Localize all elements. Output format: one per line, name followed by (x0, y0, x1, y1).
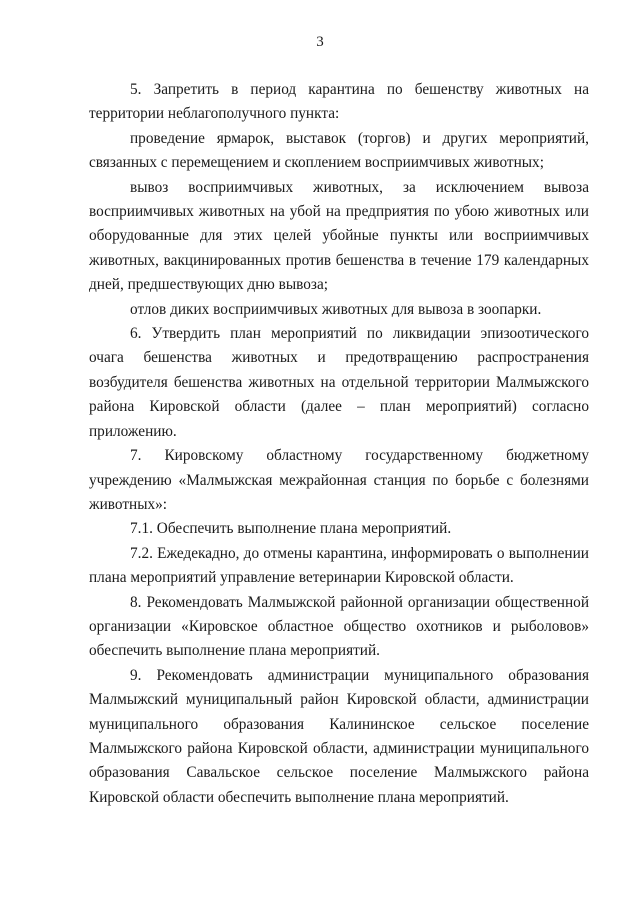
paragraph-6: 6. Утвердить план мероприятий по ликвидации эпизоотического очага бешенства животных и предотвращению распространения возбудителя бешенства животных на отдельной территории Малмыжского района Кировской области (далее – план мероприятий) согласно приложению. (89, 325, 589, 440)
document-body (89, 78, 589, 810)
paragraph-9: 9. Рекомендовать администрации муниципального образования Малмыжский муниципальный район Кировской области, администрации муниципального образования Калининское сельское поселение Малмыжского района Кировской области, администрации муниципального образования Савальское сельское поселение Малмыжского района Кировской области обеспечить выполнение плана мероприятий. (89, 666, 589, 806)
paragraph-7-2: 7.2. Ежедекадно, до отмены карантина, информировать о выполнении плана мероприятий управление ветеринарии Кировской области. (89, 544, 589, 587)
paragraph-5-item-capture: отлов диких восприимчивых животных для вывоза в зоопарки. (130, 300, 542, 318)
paragraph-5-item-export: вывоз восприимчивых животных, за исключением вывоза восприимчивых животных на убой на предприятия по убою животных или оборудованные для этих целей убойные пункты или восприимчивых животных, вакцинированных против бешенства в течение 179 календарных дней, предшествующих дню вывоза; (89, 178, 589, 294)
paragraph-8: 8. Рекомендовать Малмыжской районной организации общественной организации «Кировское областное общество охотников и рыболовов» обеспечить выполнение плана мероприятий. (89, 593, 589, 660)
paragraph-5-item-fairs: проведение ярмарок, выставок (торгов) и других мероприятий, связанных с перемещением и скоплением восприимчивых животных; (89, 129, 589, 172)
paragraph-7-1: 7.1. Обеспечить выполнение плана мероприятий. (130, 520, 452, 538)
paragraph-5: 5. Запретить в период карантина по бешенству животных на территории неблагополучного пункта: (89, 81, 589, 123)
paragraph-7: 7. Кировскому областному государственному бюджетному учреждению «Малмыжская межрайонная станция по борьбе с болезнями животных»: (89, 447, 589, 513)
page-number: 3 (316, 34, 324, 50)
